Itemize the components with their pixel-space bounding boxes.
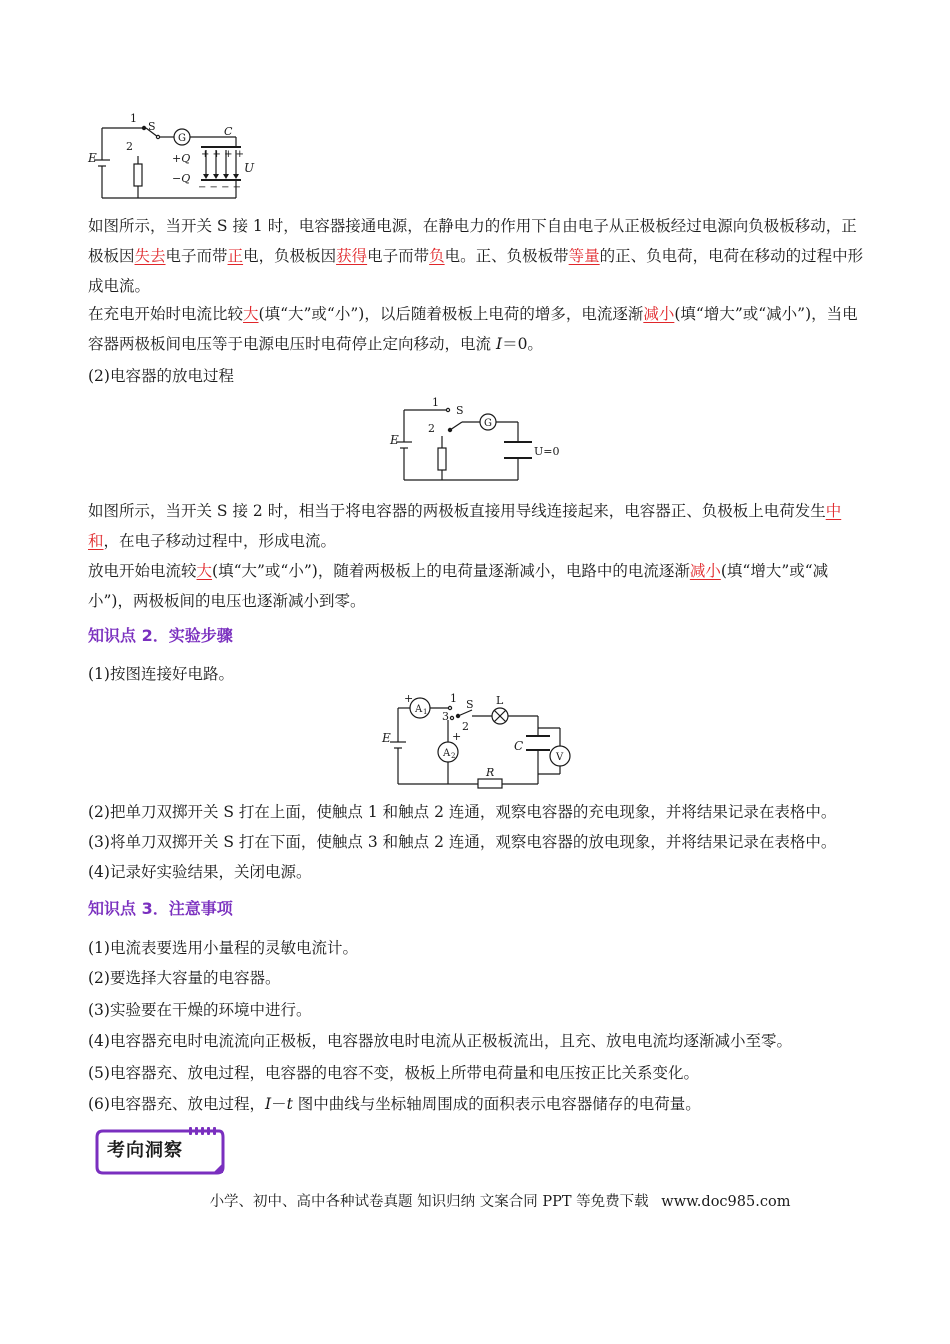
plus-sign: + <box>404 692 414 705</box>
discharging-current-paragraph: 放电开始电流较大(填“大”或“小”)，随着两极板上的电荷量逐渐减小，电路中的电流逐渐减小(填“增大”或“减小”)，两极板间的电压也逐渐减小到零。 <box>88 562 829 610</box>
charging-paragraph: 如图所示，当开关 S 接 1 时，电容器接通电源，在静电力的作用下自由电子从正极板经过电源向负极板移动，正极板因失去电子而带正电，负极板因获得电子而带负电。正、负极板带等量的正、负电荷，电荷在移动的过程中形成电流。 <box>88 217 864 295</box>
section-heading-notes: 知识点 3．注意事项 <box>88 899 233 918</box>
note-1: (1)电流表要选用小量程的灵敏电流计。 <box>88 939 358 957</box>
zero-voltage-label: U=0 <box>534 445 560 458</box>
discharging-circuit-diagram <box>388 392 578 487</box>
footer-text: 小学、初中、高中各种试卷真题 知识归纳 文案合同 PPT 等免费下载 <box>209 1194 649 1210</box>
contact-2-label: 2 <box>428 422 435 435</box>
page-footer <box>150 1190 850 1211</box>
switch-label: S <box>466 698 474 711</box>
negative-charges: − − − − <box>198 182 242 193</box>
blank-answer: 大 <box>196 562 213 580</box>
step-4: (4)记录好实验结果，关闭电源。 <box>88 863 312 881</box>
blank-answer: 等量 <box>568 247 600 265</box>
plus-sign: + <box>452 730 462 743</box>
galvanometer-label: G <box>178 133 186 144</box>
blank-answer: 正 <box>227 247 244 265</box>
contact-3-label: 3 <box>442 710 449 723</box>
note-5: (5)电容器充、放电过程，电容器的电容不变，极板上所带电荷量和电压按正比关系变化。 <box>88 1064 699 1082</box>
discharge-subtitle: (2)电容器的放电过程 <box>88 367 234 385</box>
switch-label: S <box>456 404 464 417</box>
blank-answer: 获得 <box>336 247 368 265</box>
discharging-paragraph: 如图所示，当开关 S 接 2 时，相当于将电容器的两极板直接用导线连接起来，电容器正、负极板上电荷发生中和，在电子移动过程中，形成电流。 <box>88 502 842 550</box>
blank-answer: 减小 <box>643 305 675 323</box>
emf-label: E <box>88 151 97 165</box>
charging-current-paragraph: 在充电开始时电流比较大(填“大”或“小”)，以后随着极板上电荷的增多，电流逐渐减小(填“增大”或“减小”)，当电容器两极板间电压等于电源电压时电荷停止定向移动，电流 I＝0。 <box>88 305 858 353</box>
step-1: (1)按图连接好电路。 <box>88 665 234 683</box>
note-4: (4)电容器充电时电流流向正极板，电容器放电时电流从正极板流出，且充、放电电流均逐渐减小至零。 <box>88 1032 792 1050</box>
ammeter-2-label: A <box>443 748 451 759</box>
contact-2-label: 2 <box>126 140 133 153</box>
ammeter-1-label: A <box>415 704 423 715</box>
capacitor-label: C <box>224 125 233 138</box>
ammeter-1-subscript: 1 <box>423 708 428 716</box>
footer-url[interactable]: www.doc985.com <box>661 1194 791 1210</box>
blank-answer: 中和 <box>88 502 842 550</box>
step-3: (3)将单刀双掷开关 S 打在下面，使触点 3 和触点 2 连通，观察电容器的放电现象，并将结果记录在表格中。 <box>88 833 837 851</box>
voltage-label: U <box>244 161 255 175</box>
galvanometer-label: G <box>484 418 492 429</box>
positive-charges: + + + + <box>201 149 245 160</box>
blank-answer: 大 <box>243 305 259 323</box>
ammeter-2-subscript: 2 <box>451 752 456 760</box>
step-2: (2)把单刀双掷开关 S 打在上面，使触点 1 和触点 2 连通，观察电容器的充电现象，并将结果记录在表格中。 <box>88 803 837 821</box>
badge-label: 考向洞察 <box>107 1140 183 1161</box>
blank-answer: 减小 <box>689 562 721 580</box>
contact-1-label: 1 <box>432 396 439 409</box>
charging-circuit-diagram <box>86 112 266 207</box>
blank-answer: 失去 <box>134 247 166 265</box>
resistor-label: R <box>486 766 495 779</box>
section-heading-steps: 知识点 2．实验步骤 <box>88 626 233 645</box>
note-2: (2)要选择大容量的电容器。 <box>88 969 281 987</box>
capacitor-label: C <box>514 739 524 753</box>
plus-q-label: +Q <box>172 152 191 165</box>
minus-q-label: −Q <box>172 172 191 185</box>
lamp-label: L <box>496 694 504 707</box>
voltmeter-label: V <box>556 752 564 763</box>
contact-1-label: 1 <box>450 692 457 705</box>
emf-label: E <box>382 731 391 745</box>
switch-label: S <box>148 120 156 133</box>
note-3: (3)实验要在干燥的环境中进行。 <box>88 1001 312 1019</box>
note-6: (6)电容器充、放电过程，I－t 图中曲线与坐标轴周围成的面积表示电容器储存的电荷量。 <box>88 1095 701 1113</box>
contact-2-label: 2 <box>462 720 469 733</box>
experiment-circuit-diagram <box>378 690 578 790</box>
contact-1-label: 1 <box>130 112 137 125</box>
emf-label: E <box>390 433 399 447</box>
blank-answer: 负 <box>429 247 445 265</box>
